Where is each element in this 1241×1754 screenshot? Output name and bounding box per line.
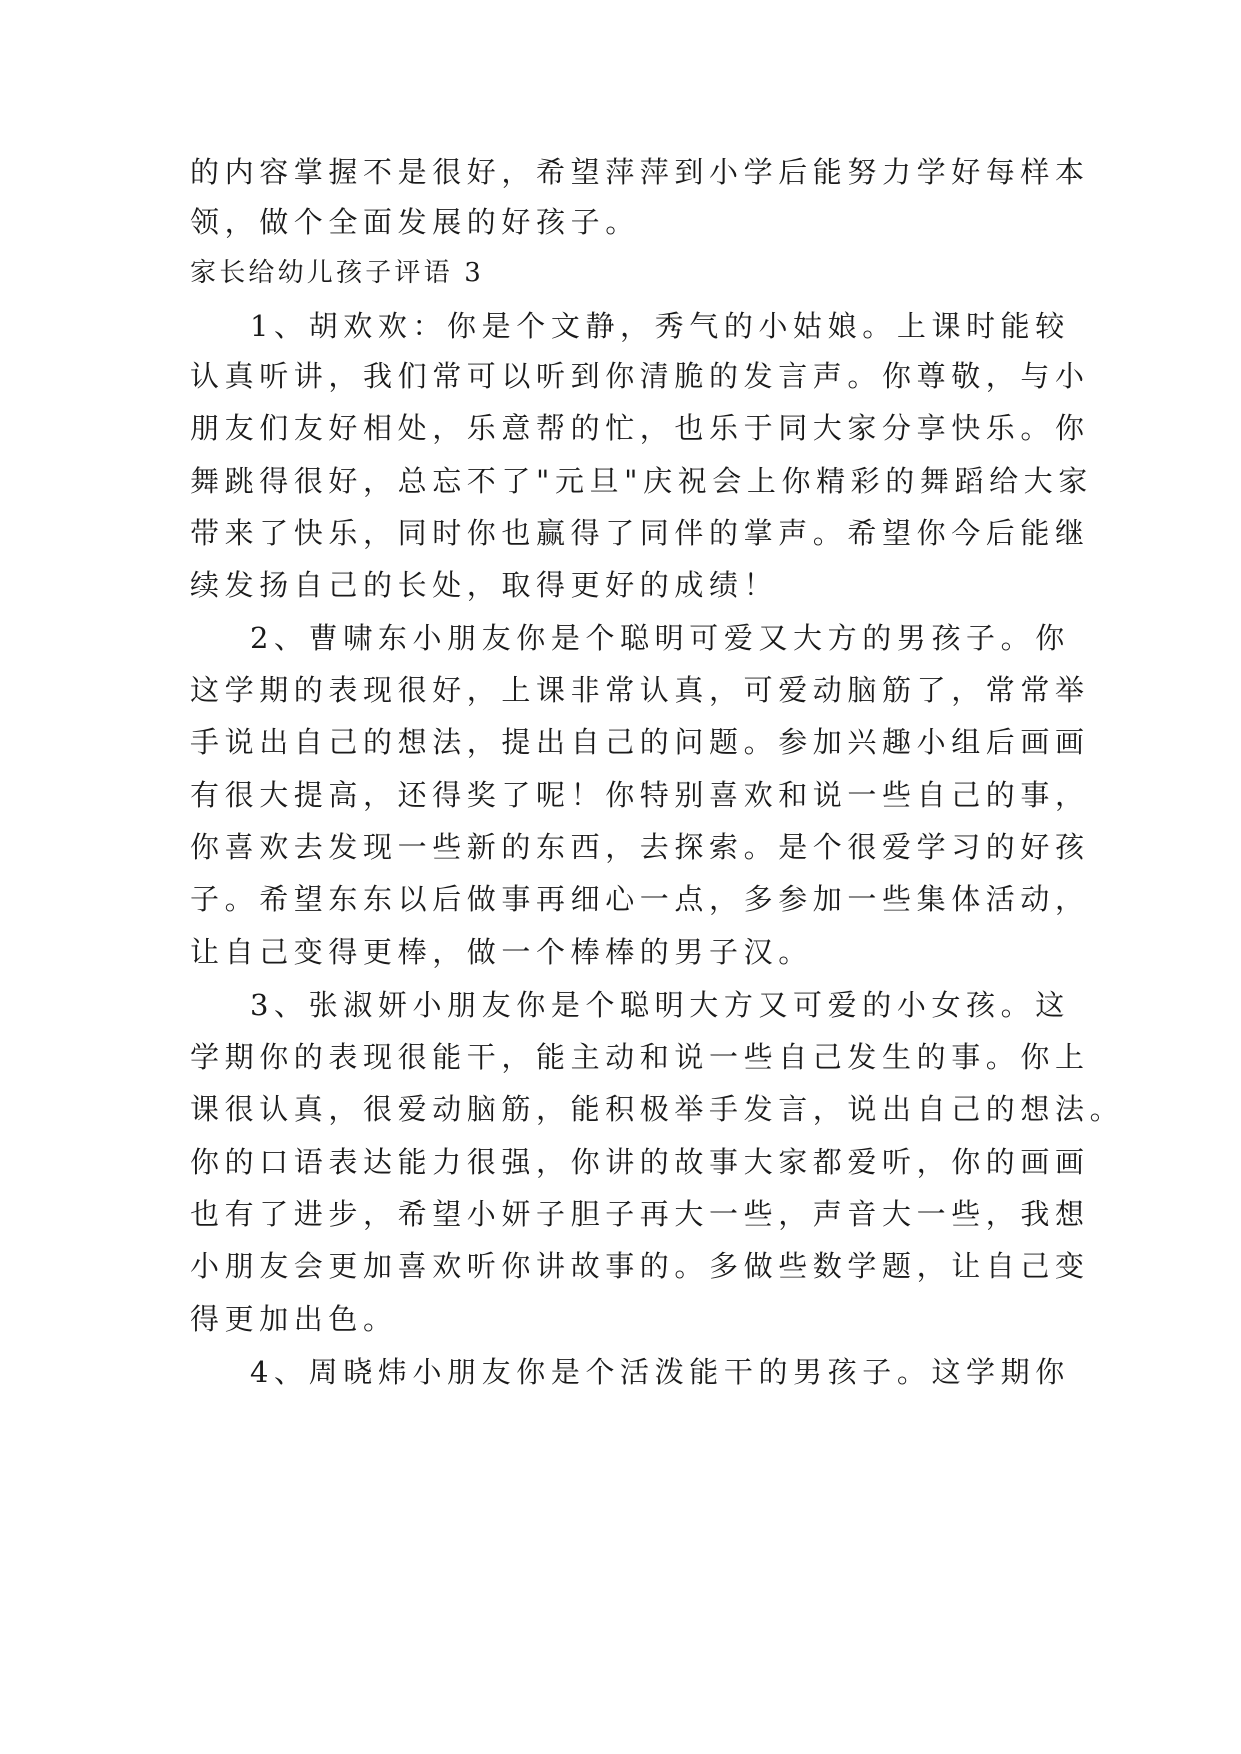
paragraph-line: 续发扬自己的长处，取得更好的成绩！	[190, 568, 779, 602]
paragraph-line: 有很大提高，还得奖了呢！你特别喜欢和说一些自己的事，	[190, 778, 1090, 812]
paragraph-line: 小朋友会更加喜欢听你讲故事的。多做些数学题，让自己变	[190, 1249, 1090, 1283]
paragraph-line: 1、胡欢欢：你是个文静，秀气的小姑娘。上课时能较	[250, 309, 1070, 343]
paragraph-line: 得更加出色。	[190, 1302, 398, 1336]
paragraph-line: 你喜欢去发现一些新的东西，去探索。是个很爱学习的好孩	[190, 830, 1090, 864]
paragraph-line: 你的口语表达能力很强，你讲的故事大家都爱听，你的画画	[190, 1145, 1090, 1179]
paragraph-line: 让自己变得更棒，做一个棒棒的男子汉。	[190, 935, 813, 969]
paragraph-line: 舞跳得很好，总忘不了"元旦"庆祝会上你精彩的舞蹈给大家	[190, 464, 1093, 498]
paragraph-line: 课很认真，很爱动脑筋，能积极举手发言，说出自己的想法。	[190, 1092, 1125, 1126]
paragraph-line: 学期你的表现很能干，能主动和说一些自己发生的事。你上	[190, 1040, 1090, 1074]
paragraph-line: 带来了快乐，同时你也赢得了同伴的掌声。希望你今后能继	[190, 516, 1090, 550]
paragraph-line: 子。希望东东以后做事再细心一点，多参加一些集体活动，	[190, 882, 1090, 916]
intro-line: 的内容掌握不是很好，希望萍萍到小学后能努力学好每样本	[190, 155, 1090, 189]
paragraph-line: 手说出自己的想法，提出自己的问题。参加兴趣小组后画画	[190, 725, 1090, 759]
paragraph-line: 这学期的表现很好，上课非常认真，可爱动脑筋了，常常举	[190, 673, 1090, 707]
paragraph-line: 2、曹啸东小朋友你是个聪明可爱又大方的男孩子。你	[250, 621, 1070, 655]
paragraph-line: 3、张淑妍小朋友你是个聪明大方又可爱的小女孩。这	[250, 988, 1070, 1022]
paragraph-line: 认真听讲，我们常可以听到你清脆的发言声。你尊敬，与小	[190, 359, 1090, 393]
paragraph-line: 4、周晓炜小朋友你是个活泼能干的男孩子。这学期你	[250, 1355, 1070, 1389]
section-title: 家长给幼儿孩子评语 3	[190, 258, 485, 288]
paragraph-line: 也有了进步，希望小妍子胆子再大一些，声音大一些，我想	[190, 1197, 1090, 1231]
paragraph-line: 朋友们友好相处，乐意帮的忙，也乐于同大家分享快乐。你	[190, 411, 1090, 445]
intro-line: 领，做个全面发展的好孩子。	[190, 205, 640, 239]
